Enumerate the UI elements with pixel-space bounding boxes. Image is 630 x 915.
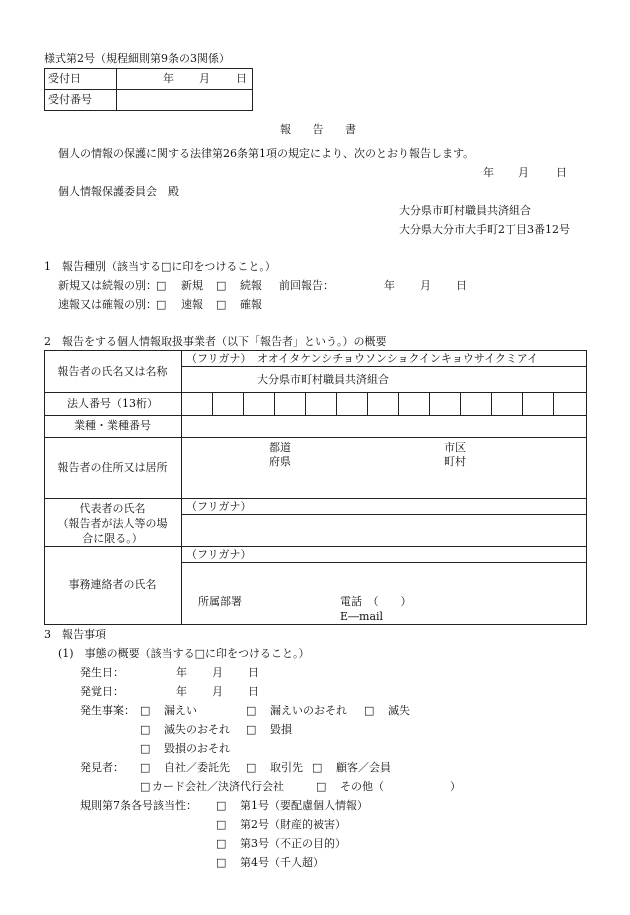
new-or-followup-label: 新規又は続報の別： [58, 279, 157, 292]
row-divider [44, 498, 587, 499]
todofuken-line1: 都道 [269, 441, 291, 454]
section2-heading: 2 報告をする個人情報取扱事業者（以下「報告者」という。）の概要 [44, 335, 387, 348]
corp-number-cell [212, 392, 213, 415]
contact-label: 事務連絡者の氏名 [68, 578, 157, 591]
checkbox-partner[interactable]: □ [246, 761, 257, 774]
corp-number-cell [274, 392, 275, 415]
receipt-date-label: 受付日 [48, 72, 81, 85]
checkbox-rule-4[interactable]: □ [216, 856, 227, 869]
prev-report-month: 月 [420, 279, 431, 292]
rule-4: 第4号（千人超） [240, 856, 324, 869]
reporter-address-header: 大分県大分市大手町2丁目3番12号 [399, 223, 570, 236]
shikuchoson-line2: 町村 [444, 455, 466, 468]
occurred-date-label: 発生日： [80, 666, 124, 679]
address-label: 報告者の住所又は居所 [57, 461, 168, 474]
checkbox-final[interactable]: □ [216, 298, 227, 311]
date-year: 年 [483, 166, 494, 179]
corp-number-cell [336, 392, 337, 415]
page-title: 報 告 書 [280, 123, 365, 136]
rule-2: 第2号（財産的被害） [240, 818, 346, 831]
corp-number-cell [398, 392, 399, 415]
corp-number-cell [367, 392, 368, 415]
receipt-year: 年 [163, 72, 174, 85]
event-type-label: 発生事案： [80, 704, 135, 717]
shikuchoson-line1: 市区 [444, 441, 466, 454]
event-loss: 滅失 [388, 704, 410, 717]
corp-number-cell [429, 392, 430, 415]
corp-number-label: 法人番号（13桁） [67, 397, 158, 410]
finder-self: 自社／委託先 [164, 761, 230, 774]
option-final-label: 確報 [240, 298, 262, 311]
department-label: 所属部署 [198, 595, 242, 608]
intro-text: 個人の情報の保護に関する法律第26条第1項の規定により、次のとおり報告します。 [58, 147, 475, 160]
rule7-label: 規則第7条各号該当性： [80, 799, 197, 812]
checkbox-prelim[interactable]: □ [156, 298, 167, 311]
discovered-year: 年 [176, 685, 187, 698]
checkbox-rule-3[interactable]: □ [216, 837, 227, 850]
option-new-label: 新規 [181, 279, 203, 292]
discovered-month: 月 [212, 685, 223, 698]
addressee: 個人情報保護委員会 殿 [58, 185, 179, 198]
option-followup-label: 続報 [240, 279, 262, 292]
corp-number-cell [491, 392, 492, 415]
occurred-day: 日 [248, 666, 259, 679]
event-damage: 毀損 [270, 723, 292, 736]
checkbox-leak[interactable]: □ [140, 704, 151, 717]
phone-label: 電話 （ ） [340, 595, 412, 608]
finder-label: 発見者： [80, 761, 124, 774]
representative-label-line2: （報告者が法人等の場 [57, 517, 168, 530]
name-value: 大分県市町村職員共済組合 [257, 373, 389, 386]
corp-number-cell [305, 392, 306, 415]
email-label: E―mail [340, 610, 384, 623]
occurred-month: 月 [212, 666, 223, 679]
prev-report-label: 前回報告： [279, 279, 334, 292]
event-leak: 漏えい [164, 704, 197, 717]
prev-report-year: 年 [384, 279, 395, 292]
checkbox-self[interactable]: □ [140, 761, 151, 774]
row-divider [44, 392, 587, 393]
representative-furigana-label: （フリガナ） [186, 500, 252, 513]
corp-number-cell [243, 392, 244, 415]
checkbox-other[interactable]: □ [316, 780, 327, 793]
furigana-divider [181, 366, 587, 367]
name-label: 報告者の氏名又は名称 [57, 365, 168, 378]
event-damage-risk: 毀損のおそれ [164, 742, 230, 755]
furigana-divider [181, 562, 587, 563]
event-loss-risk: 滅失のおそれ [164, 723, 230, 736]
corp-number-cell [553, 392, 554, 415]
representative-label-line1: 代表者の氏名 [79, 502, 146, 515]
industry-label: 業種・業種番号 [74, 419, 151, 432]
checkbox-new[interactable]: □ [156, 279, 167, 292]
prev-report-day: 日 [456, 279, 467, 292]
checkbox-card-company[interactable]: □ [140, 780, 151, 793]
name-furigana-label: （フリガナ） [186, 352, 252, 365]
row-divider [44, 546, 587, 547]
corp-number-cell [460, 392, 461, 415]
receipt-month: 月 [199, 72, 210, 85]
contact-furigana-label: （フリガナ） [186, 548, 252, 561]
occurred-year: 年 [176, 666, 187, 679]
reporter-name-header: 大分県市町村職員共済組合 [399, 204, 531, 217]
checkbox-rule-1[interactable]: □ [216, 799, 227, 812]
finder-card-company: カード会社／決済代行会社 [152, 780, 284, 793]
date-month: 月 [518, 166, 529, 179]
checkbox-damage[interactable]: □ [246, 723, 257, 736]
event-leak-risk: 漏えいのおそれ [270, 704, 347, 717]
section3-sub1: (1) 事態の概要（該当する□に印をつけること。） [58, 647, 310, 660]
furigana-divider [181, 514, 587, 515]
rule-3: 第3号（不正の目的） [240, 837, 346, 850]
section3-heading: 3 報告事項 [44, 628, 106, 641]
finder-customer: 顧客／会員 [336, 761, 391, 774]
checkbox-customer[interactable]: □ [312, 761, 323, 774]
discovered-day: 日 [248, 685, 259, 698]
name-kana-value: オオイタケンシチョウソンショクインキョウサイクミアイ [257, 352, 538, 365]
receipt-day: 日 [236, 72, 247, 85]
representative-label-line3: 合に限る。） [82, 532, 143, 545]
discovered-date-label: 発覚日： [80, 685, 124, 698]
todofuken-line2: 府県 [269, 455, 291, 468]
checkbox-loss[interactable]: □ [364, 704, 375, 717]
receipt-number-label: 受付番号 [48, 93, 92, 106]
option-prelim-label: 速報 [181, 298, 203, 311]
finder-other: その他（ ） [340, 780, 461, 793]
receipt-number-field[interactable] [120, 92, 250, 108]
section1-heading: 1 報告種別（該当する□に印をつけること。） [44, 260, 276, 273]
checkbox-loss-risk[interactable]: □ [140, 723, 151, 736]
rule-1: 第1号（要配慮個人情報） [240, 799, 368, 812]
corp-number-cell [522, 392, 523, 415]
checkbox-rule-2[interactable]: □ [216, 818, 227, 831]
prelim-or-final-label: 速報又は確報の別： [58, 298, 157, 311]
receipt-divider [44, 89, 253, 90]
form-label: 様式第2号（規程細則第9条の3関係） [44, 52, 230, 65]
checkbox-leak-risk[interactable]: □ [246, 704, 257, 717]
finder-partner: 取引先 [270, 761, 303, 774]
row-divider [44, 415, 587, 416]
checkbox-damage-risk[interactable]: □ [140, 742, 151, 755]
date-day: 日 [556, 166, 567, 179]
row-divider [44, 437, 587, 438]
receipt-col-divider [116, 68, 117, 111]
checkbox-followup[interactable]: □ [216, 279, 227, 292]
